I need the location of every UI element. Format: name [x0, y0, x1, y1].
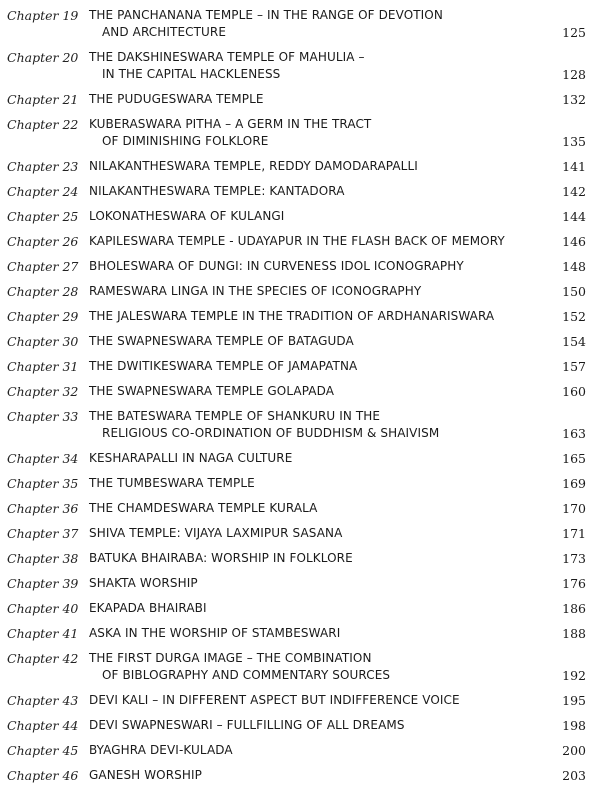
- chapter-title-line: DEVI SWAPNESWARI – FULLFILLING OF ALL DREAMS: [89, 718, 405, 732]
- chapter-number: Chapter 45: [7, 743, 79, 758]
- page-number: 170: [562, 501, 586, 516]
- chapter-number: Chapter 31: [7, 359, 79, 374]
- toc-entry[interactable]: [0, 358, 600, 375]
- page-number: 148: [562, 259, 586, 274]
- toc-entry[interactable]: [0, 767, 600, 784]
- chapter-title: [89, 525, 538, 542]
- chapter-title-line: THE PANCHANANA TEMPLE – IN THE RANGE OF DEVOTION: [89, 8, 443, 22]
- chapter-title: [89, 49, 538, 83]
- chapter-title: [89, 308, 538, 325]
- toc-entry[interactable]: [0, 500, 600, 517]
- chapter-number: Chapter 26: [7, 234, 79, 249]
- chapter-title-line: THE JALESWARA TEMPLE IN THE TRADITION OF ARDHANARISWARA: [89, 309, 495, 323]
- chapter-number: Chapter 37: [7, 526, 79, 541]
- chapter-title: [89, 692, 538, 709]
- toc-entry[interactable]: [0, 525, 600, 542]
- toc-entry[interactable]: [0, 158, 600, 175]
- chapter-number: Chapter 25: [7, 209, 79, 224]
- chapter-number: Chapter 34: [7, 451, 79, 466]
- toc-entry[interactable]: [0, 383, 600, 400]
- chapter-title-line: NILAKANTHESWARA TEMPLE, REDDY DAMODARAPALLI: [89, 159, 418, 173]
- chapter-number: Chapter 21: [7, 92, 79, 107]
- toc-entry[interactable]: [0, 475, 600, 492]
- page-number: 198: [562, 718, 586, 733]
- chapter-title-line: RAMESWARA LINGA IN THE SPECIES OF ICONOGRAPHY: [89, 284, 422, 298]
- chapter-title: [89, 475, 538, 492]
- chapter-title-line: KUBERASWARA PITHA – A GERM IN THE TRACT: [89, 117, 372, 131]
- toc-entry[interactable]: [0, 333, 600, 350]
- toc-entry[interactable]: [0, 91, 600, 108]
- page-number: 142: [562, 184, 586, 199]
- toc-entry[interactable]: [0, 450, 600, 467]
- chapter-number: Chapter 46: [7, 768, 79, 783]
- chapter-number: Chapter 43: [7, 693, 79, 708]
- chapter-title: [89, 158, 538, 175]
- page-number: 200: [562, 743, 586, 758]
- page-number: 186: [562, 601, 586, 616]
- toc-entry[interactable]: [0, 116, 600, 150]
- chapter-title: [89, 283, 538, 300]
- chapter-title-line: KESHARAPALLI IN NAGA CULTURE: [89, 451, 293, 465]
- chapter-title-line: THE DWITIKESWARA TEMPLE OF JAMAPATNA: [89, 359, 358, 373]
- chapter-title-line: SHIVA TEMPLE: VIJAYA LAXMIPUR SASANA: [89, 526, 343, 540]
- page-number: 141: [562, 159, 586, 174]
- chapter-title: [89, 500, 538, 517]
- chapter-title: [89, 767, 538, 784]
- chapter-title: [89, 91, 538, 108]
- toc-entry[interactable]: [0, 575, 600, 592]
- chapter-title: [89, 575, 538, 592]
- chapter-number: Chapter 40: [7, 601, 79, 616]
- chapter-title-line: THE SWAPNESWARA TEMPLE OF BATAGUDA: [89, 334, 354, 348]
- chapter-title: [89, 358, 538, 375]
- chapter-title-continuation: IN THE CAPITAL HACKLENESS: [102, 67, 281, 81]
- page-number: 154: [562, 334, 586, 349]
- toc-entry[interactable]: [0, 408, 600, 442]
- page-number: 188: [562, 626, 586, 641]
- page-number: 132: [562, 92, 586, 107]
- page-number: 146: [562, 234, 586, 249]
- chapter-title-line: SHAKTA WORSHIP: [89, 576, 198, 590]
- chapter-title: [89, 208, 538, 225]
- page-number: 195: [562, 693, 586, 708]
- chapter-title: [89, 333, 538, 350]
- chapter-title-line: THE CHAMDESWARA TEMPLE KURALA: [89, 501, 318, 515]
- chapter-title-line: KAPILESWARA TEMPLE - UDAYAPUR IN THE FLASH BACK OF MEMORY: [89, 234, 505, 248]
- chapter-title-line: THE FIRST DURGA IMAGE – THE COMBINATION: [89, 651, 372, 665]
- page-number: 125: [562, 25, 586, 40]
- chapter-number: Chapter 42: [7, 651, 79, 666]
- chapter-title: [89, 742, 538, 759]
- page-number: 152: [562, 309, 586, 324]
- chapter-title-line: THE DAKSHINESWARA TEMPLE OF MAHULIA –: [89, 50, 365, 64]
- page-number: 203: [562, 768, 586, 783]
- page-number: 157: [562, 359, 586, 374]
- page-number: 160: [562, 384, 586, 399]
- chapter-title-line: DEVI KALI – IN DIFFERENT ASPECT BUT INDIFFERENCE VOICE: [89, 693, 460, 707]
- chapter-title: [89, 408, 538, 442]
- chapter-number: Chapter 27: [7, 259, 79, 274]
- chapter-title-line: THE BATESWARA TEMPLE OF SHANKURU IN THE: [89, 409, 381, 423]
- chapter-title-continuation: RELIGIOUS CO-ORDINATION OF BUDDHISM & SHAIVISM: [102, 426, 440, 440]
- chapter-title: [89, 550, 538, 567]
- chapter-number: Chapter 20: [7, 50, 79, 65]
- table-of-contents: [0, 7, 600, 784]
- toc-entry[interactable]: [0, 625, 600, 642]
- page-number: 150: [562, 284, 586, 299]
- chapter-number: Chapter 33: [7, 409, 79, 424]
- toc-entry[interactable]: [0, 49, 600, 83]
- chapter-title: [89, 183, 538, 200]
- chapter-title-continuation: OF DIMINISHING FOLKLORE: [102, 134, 269, 148]
- chapter-title: [89, 450, 538, 467]
- page-number: 192: [562, 668, 586, 683]
- chapter-title-line: ASKA IN THE WORSHIP OF STAMBESWARI: [89, 626, 341, 640]
- chapter-number: Chapter 28: [7, 284, 79, 299]
- chapter-title-line: THE PUDUGESWARA TEMPLE: [89, 92, 264, 106]
- chapter-number: Chapter 36: [7, 501, 79, 516]
- page-number: 144: [562, 209, 586, 224]
- chapter-number: Chapter 24: [7, 184, 79, 199]
- toc-entry[interactable]: [0, 692, 600, 709]
- chapter-number: Chapter 41: [7, 626, 79, 641]
- toc-entry[interactable]: [0, 650, 600, 684]
- toc-entry[interactable]: [0, 283, 600, 300]
- chapter-number: Chapter 30: [7, 334, 79, 349]
- chapter-title: [89, 650, 538, 684]
- chapter-title: [89, 383, 538, 400]
- chapter-title-line: THE SWAPNESWARA TEMPLE GOLAPADA: [89, 384, 335, 398]
- chapter-title-line: GANESH WORSHIP: [89, 768, 202, 782]
- chapter-title-line: NILAKANTHESWARA TEMPLE: KANTADORA: [89, 184, 345, 198]
- toc-entry[interactable]: [0, 208, 600, 225]
- chapter-title: [89, 717, 538, 734]
- chapter-number: Chapter 44: [7, 718, 79, 733]
- chapter-title: [89, 7, 538, 41]
- chapter-number: Chapter 19: [7, 8, 79, 23]
- toc-entry[interactable]: [0, 183, 600, 200]
- chapter-title-line: BHOLESWARA OF DUNGI: IN CURVENESS IDOL ICONOGRAPHY: [89, 259, 464, 273]
- chapter-number: Chapter 22: [7, 117, 79, 132]
- toc-entry[interactable]: [0, 7, 600, 41]
- page-number: 176: [562, 576, 586, 591]
- chapter-number: Chapter 39: [7, 576, 79, 591]
- chapter-number: Chapter 23: [7, 159, 79, 174]
- toc-entry[interactable]: [0, 717, 600, 734]
- chapter-title-line: THE TUMBESWARA TEMPLE: [89, 476, 255, 490]
- chapter-title: [89, 258, 538, 275]
- chapter-title-line: BATUKA BHAIRABA: WORSHIP IN FOLKLORE: [89, 551, 353, 565]
- chapter-number: Chapter 32: [7, 384, 79, 399]
- chapter-title: [89, 600, 538, 617]
- chapter-title-line: LOKONATHESWARA OF KULANGI: [89, 209, 285, 223]
- chapter-title-line: EKAPADA BHAIRABI: [89, 601, 207, 615]
- page-number: 128: [562, 67, 586, 82]
- page-number: 163: [562, 426, 586, 441]
- toc-entry[interactable]: [0, 550, 600, 567]
- chapter-title: [89, 233, 538, 250]
- chapter-title-line: BYAGHRA DEVI-KULADA: [89, 743, 233, 757]
- toc-entry[interactable]: [0, 233, 600, 250]
- toc-entry[interactable]: [0, 258, 600, 275]
- toc-entry[interactable]: [0, 600, 600, 617]
- chapter-number: Chapter 29: [7, 309, 79, 324]
- page-number: 173: [562, 551, 586, 566]
- page-number: 165: [562, 451, 586, 466]
- chapter-title-continuation: OF BIBLOGRAPHY AND COMMENTARY SOURCES: [102, 668, 391, 682]
- toc-entry[interactable]: [0, 308, 600, 325]
- page-number: 171: [562, 526, 586, 541]
- chapter-title-continuation: AND ARCHITECTURE: [102, 25, 227, 39]
- toc-entry[interactable]: [0, 742, 600, 759]
- page-number: 169: [562, 476, 586, 491]
- page-number: 135: [562, 134, 586, 149]
- chapter-title: [89, 625, 538, 642]
- chapter-number: Chapter 35: [7, 476, 79, 491]
- chapter-number: Chapter 38: [7, 551, 79, 566]
- chapter-title: [89, 116, 538, 150]
